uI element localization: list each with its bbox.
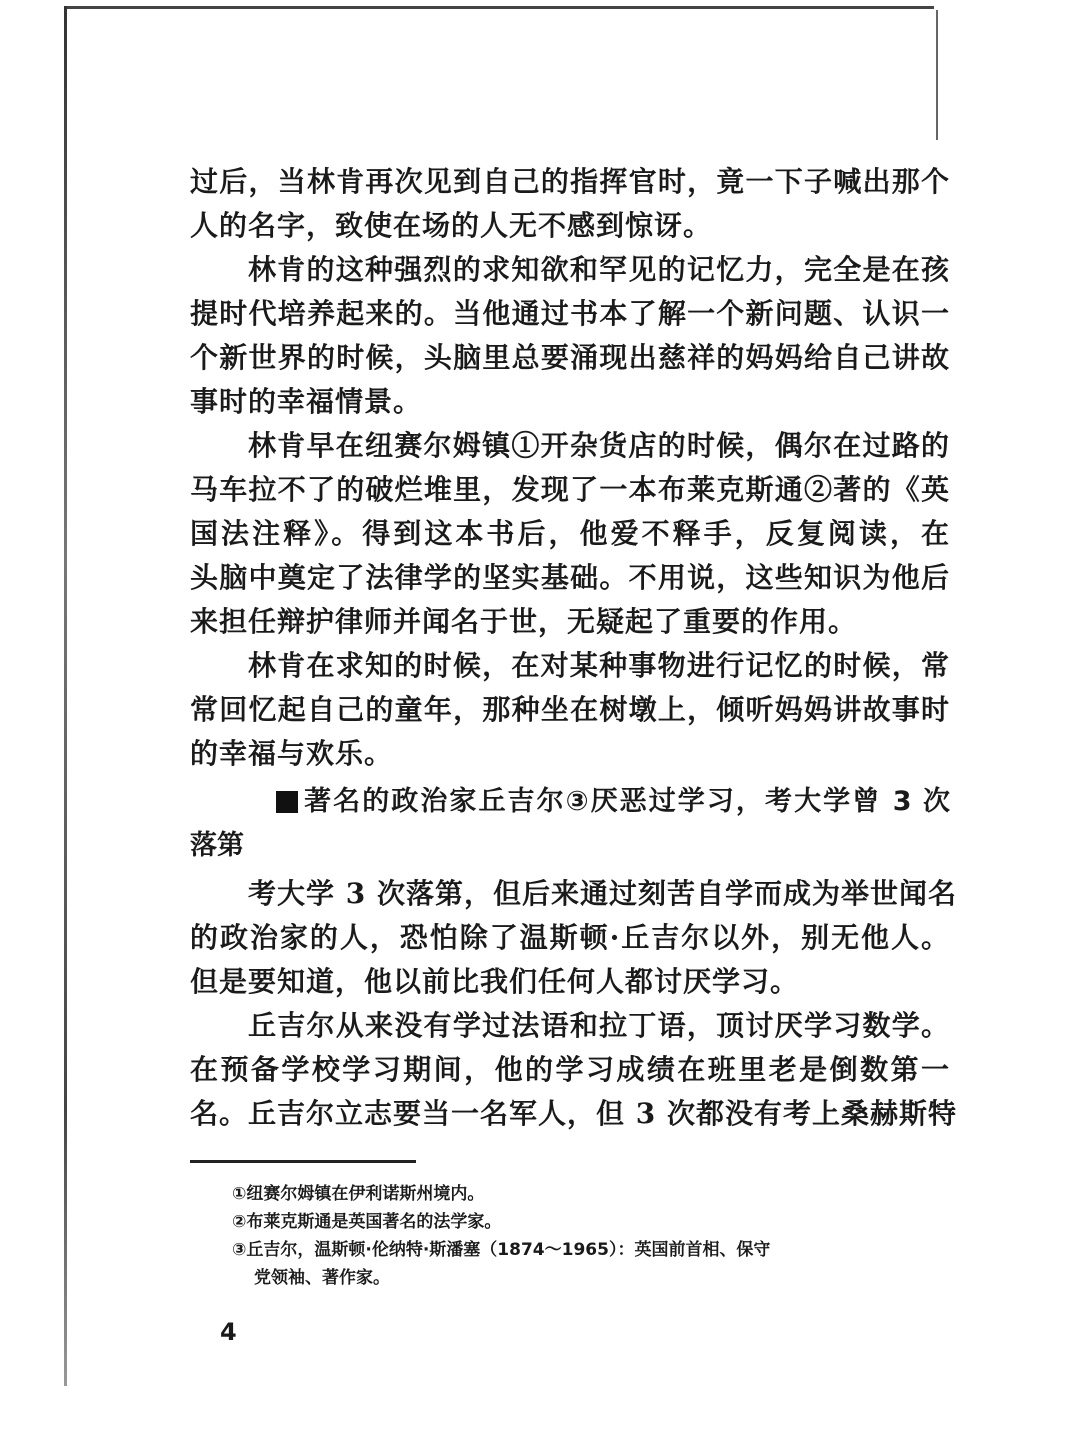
scan-edge-top	[64, 6, 934, 9]
body-line: 过后，当林肯再次见到自己的指挥官时，竟一下子喊出那个	[190, 165, 950, 198]
body-line: 林肯在求知的时候，在对某种事物进行记忆的时候，常	[248, 649, 950, 682]
body-line: 国法注释》。得到这本书后，他爱不释手，反复阅读，在	[190, 517, 950, 550]
body-line: 个新世界的时候，头脑里总要涌现出慈祥的妈妈给自己讲故	[190, 341, 950, 374]
main-text	[190, 160, 957, 1136]
section-heading	[190, 780, 950, 824]
section-heading-text: 著名的政治家丘吉尔③厌恶过学习，考大学曾 3 次	[302, 786, 950, 817]
body-line: 常回忆起自己的童年，那种坐在树墩上，倾听妈妈讲故事时	[190, 693, 950, 726]
body-line: 林肯的这种强烈的求知欲和罕见的记忆力，完全是在孩	[248, 253, 950, 286]
footnotes	[232, 1180, 952, 1292]
body-line: 名。丘吉尔立志要当一名军人，但 3 次都没有考上桑赫斯特	[190, 1097, 957, 1130]
section-heading-continued: 落第	[190, 830, 244, 861]
body-line: 事时的幸福情景。	[190, 385, 423, 418]
body-line: 但是要知道，他以前比我们任何人都讨厌学习。	[190, 965, 800, 998]
body-line: 丘吉尔从来没有学过法语和拉丁语，顶讨厌学习数学。	[248, 1009, 950, 1042]
body-line: 在预备学校学习期间，他的学习成绩在班里老是倒数第一	[190, 1053, 950, 1086]
body-line: 考大学 3 次落第，但后来通过刻苦自学而成为举世闻名	[248, 877, 957, 910]
footnote-divider	[190, 1160, 416, 1163]
scan-edge-left	[64, 6, 67, 1386]
page-number: 4	[220, 1318, 237, 1346]
body-line: 林肯早在纽赛尔姆镇①开杂货店的时候，偶尔在过路的	[248, 429, 950, 462]
scan-edge-right	[936, 10, 938, 140]
footnote-continued: 党领袖、著作家。	[254, 1268, 390, 1288]
body-line: 的幸福与欢乐。	[190, 737, 394, 770]
footnote: ③丘吉尔，温斯顿·伦纳特·斯潘塞（1874～1965）：英国前首相、保守	[232, 1240, 771, 1260]
footnote: ①纽赛尔姆镇在伊利诺斯州境内。	[232, 1184, 485, 1204]
footnote: ②布莱克斯通是英国著名的法学家。	[232, 1212, 502, 1232]
body-line: 来担任辩护律师并闻名于世，无疑起了重要的作用。	[190, 605, 858, 638]
body-line: 头脑中奠定了法律学的坚实基础。不用说，这些知识为他后	[190, 561, 950, 594]
body-line: 马车拉不了的破烂堆里，发现了一本布莱克斯通②著的《英	[190, 473, 950, 506]
body-line: 提时代培养起来的。当他通过书本了解一个新问题、认识一	[190, 297, 950, 330]
body-line: 人的名字，致使在场的人无不感到惊讶。	[190, 209, 713, 242]
body-line: 的政治家的人，恐怕除了温斯顿·丘吉尔以外，别无他人。	[190, 921, 950, 954]
heading-square-icon	[276, 791, 298, 813]
